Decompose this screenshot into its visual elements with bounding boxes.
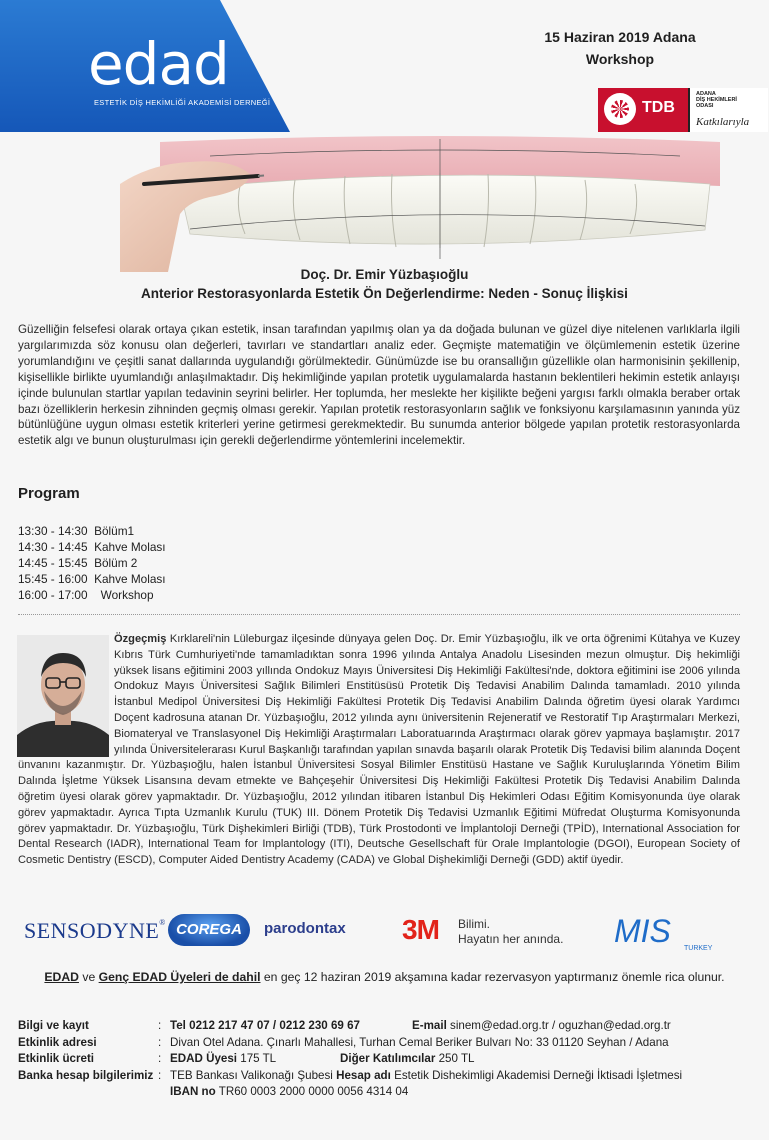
mis-logo (612, 912, 728, 952)
fee-other (340, 1051, 475, 1068)
email-value[interactable]: sinem@edad.org.tr / oguzhan@edad.org.tr (450, 1019, 671, 1032)
parodontax-logo: parodontax (264, 920, 346, 937)
email-label: E-mail (412, 1019, 447, 1032)
program-time: 13:30 - 14:30 (18, 524, 88, 538)
fee-other-label: Diğer Katılımcılar (340, 1052, 436, 1065)
trademark-icon: ® (159, 918, 166, 927)
program-row (18, 523, 166, 539)
notice-text: en geç 12 haziran 2019 akşamına kadar rezervasyon yaptırmanız önemle rica olunur. (260, 970, 725, 984)
program-row (18, 571, 166, 587)
address-value: Divan Otel Adana. Çınarlı Mahallesi, Turhan Cemal Beriker Bulvarı No: 33 01120 Seyhan / Adana (170, 1035, 669, 1049)
tdb-label: TDB (642, 99, 675, 116)
reservation-notice (0, 970, 769, 984)
tdb-small-line: ODASI (696, 103, 714, 109)
program-label: Kahve Molası (94, 572, 166, 586)
fee-member-label: EDAD Üyesi (170, 1052, 238, 1065)
tdb-emblem-icon (604, 93, 636, 125)
colon: : (158, 1068, 162, 1082)
bio-title: Özgeçmiş (114, 633, 167, 645)
address-label: Etkinlik adresi (18, 1035, 97, 1049)
iban-label: IBAN no (170, 1085, 216, 1098)
info-row-iban (18, 1084, 748, 1101)
bio-text: Kırklareli'nin Lüleburgaz ilçesinde dünyaya gelen Doç. Dr. Emir Yüzbaşıoğlu, ilk ve orta öğrenimi Kütahya ve Kuzey Kıbrıs Türk Cumhuriyeti'nde tamamladıktan sonra 1996 yılında Antalya Anadolu Lisesinden mezun olmuştur. Diş hekimliği yüksek lisans eğitimini 2003 yıllında Ondokuz Mayıs Üniversitesi Diş Hekimliği Fakültesi'nde, doktora eğitimini ise 2006 yılında Ondokuz Mayıs Üniversitesi Sağlık Bilimleri Enstitüsüsü Protetik Diş Tedavisi Anabilim Dalında tamamladı. 2010 yılında İstanbul Medipol Üniversitesi Diş Hekimliği Fakültesi Protetik Diş Tedavisi Anabilim Dalında öğretim üyesi olarak Yardımcı Doçent kadrosuna atanan Dr. Yüzbaşıoğlu, 2012 yılında aynı üniversitenin Rejeneratif ve Restoratif Tıp Araştırmaları Merkezi, Biomateryal ve Translasyonel Diş Hekimliği Araştırmaları Laboratuarında Araştırmacı olarak görev yapmaya başlamıştır. 2017 yılında Üniversitelerarası Kurul Başkanlığı tarafından yapılan sınavda başarılı olarak Protetik Diş Tedavisi bilim alanında Doçent ünvanını kazanmıştır. Dr. Yüzbaşıoğlu, halen İstanbul Üniversitesi Sosyal Bilimler Enstitüsü Hastane ve Sağlık Kuruluşlarında Yönetim Bilim Dalında İşletme Yüksek Lisansına devam etmekte ve Bahçeşehir Üniversitesi Diş Hekimliği Fakültesi Protetik Diş Tedavisi Anabilim Dalında öğretim üyesi olarak görev yapmaktadır. Dr. Yüzbaşıoğlu, 2012 yılından itibaren İstanbul Diş Hekimleri Odası Eğitim Komisyonunda üye olarak görev yapmaktadır. Ayrıca Tıpta Uzmanlık Kurulu (TUK) III. Dönem Protetik Diş Tedavisi Uzmanlık Eğitimi Müfredat Oluşturma Komisyonunda görev yapmaktadır. Dr. Yüzbaşıoğlu, Türk Dişhekimleri Birliği (TDB), Türk Prostodonti ve İmplantoloji Derneği (TPİD), International Association for Dental Research (IADR), International Team for Implantology (ITI), Deutsche Gesellschaft für Orale Implantologie (DGOI), European Society of Cosmetic Dentistry (ESCD), Computer Aided Dentistry Academy (CADA) ve Global Dişhekimliği Derneği (GDD) aktif üyedir. (18, 633, 740, 867)
program-time: 14:45 - 15:45 (18, 556, 88, 570)
program-label: Workshop (100, 588, 154, 602)
program-time: 14:30 - 14:45 (18, 540, 88, 554)
iban (170, 1084, 408, 1101)
tdb-small-line: DİŞ HEKİMLERİ (696, 97, 737, 103)
program-label: Kahve Molası (94, 540, 166, 554)
edad-logo-subtitle: ESTETİK DİŞ HEKİMLİĞİ AKADEMİSİ DERNEĞİ (94, 98, 271, 107)
mis-logo-text: MIS (614, 913, 671, 949)
mis-turkey-text: TURKEY (684, 945, 713, 952)
section-divider (18, 614, 740, 615)
program-row (18, 555, 166, 571)
contact-label: Bilgi ve kayıt (18, 1019, 89, 1032)
event-title (500, 26, 740, 70)
abstract-paragraph: Güzelliğin felsefesi olarak ortaya çıkan estetik, insan tarafından yapılmış olan ya da doğada bulunan ve güzel diye nitelenen varlıklarla ilgili yargılarımızda söz konusu olan değerleri, tavırları ve standartları analiz eder. Geçmişte matematiğin ve ölçümlemenin estetik üzerine yorumlandığını ve çeşitli sanat dallarında uygulandığı görülmektedir. Günümüzde ise bu oransallığın güzellikle olan harmonisinin şekillenip, kişisellikle birlikte uyumlandığı anlaşılmaktadır. Diş hekimliğinde yapılan protetik uygulamalarda hastanın beklentileri hekimin estetik anlayışı içinde bulunulan startlar yapılan tedavinin seyrini belirler. Her toplumda, her meslekte her kişilikte beğeni yargısı farklı olmakla beraber ortak bazı özelliklerin herkesin zihninden geçmiş olması gerekir. Yapılan protetik restorasyonların sağlık ve fonksiyonu karşılamasının yanında yüz bütünlüğüne uygun olması estetik kriterleri yerine getirmesi gerekmektedir. Bu sunumda anterior bölgede yapılan protetik restorasyonlarda estetik algı ve bunun oluşturulması için gerekli değerlendirme yöntemlerini incelemektir. (18, 323, 740, 448)
bio-section (18, 632, 740, 869)
contact-tel (170, 1018, 360, 1035)
tdb-small-text (696, 91, 737, 109)
talk-title: Anterior Restorasyonlarda Estetik Ön Değerlendirme: Neden - Sonuç İlişkisi (141, 286, 628, 301)
fee-member-value: 175 TL (240, 1052, 277, 1065)
info-row-contact (18, 1018, 748, 1035)
bank-label: Banka hesap bilgilerimiz (18, 1068, 154, 1082)
program-label: Bölüm 2 (94, 556, 138, 570)
3m-slogan (458, 917, 563, 947)
tdb-small-line: ADANA (696, 91, 716, 97)
account-label: Hesap adı (336, 1068, 391, 1082)
program-time: 15:45 - 16:00 (18, 572, 88, 586)
info-table (18, 1018, 748, 1101)
colon: : (158, 1035, 162, 1049)
contact-email (412, 1018, 671, 1035)
tdb-red-block (598, 88, 688, 132)
program-heading: Program (18, 485, 80, 502)
speaker-block (0, 265, 769, 303)
sensodyne-logo (24, 918, 166, 944)
info-row-fee (18, 1051, 748, 1068)
tdb-right-panel (688, 88, 768, 132)
program-row (18, 539, 166, 555)
account-value: Estetik Dishekimligi Akademisi Derneği İktisadi İşletmesi (394, 1068, 683, 1082)
info-row-address (18, 1035, 748, 1052)
event-date-city: 15 Haziran 2019 Adana (544, 29, 696, 45)
program-list (18, 523, 166, 603)
event-type: Workshop (585, 51, 655, 67)
colon: : (158, 1052, 162, 1065)
iban-value: TR60 0003 2000 0000 0056 4314 04 (218, 1085, 409, 1098)
notice-edad: EDAD (44, 970, 79, 984)
fee-other-value: 250 TL (438, 1052, 475, 1065)
bank-details (170, 1068, 682, 1085)
3m-slogan-line: Bilimi. (458, 917, 490, 931)
edad-logo: edad (88, 30, 229, 98)
tdb-katkilariyla: Katkılarıyla (696, 116, 750, 128)
colon: : (158, 1019, 162, 1032)
corega-logo: COREGA (168, 914, 250, 946)
bank-value: TEB Bankası Valikonağı Şubesi (170, 1068, 333, 1082)
program-label: Bölüm1 (94, 524, 135, 538)
tel-label: Tel (170, 1019, 186, 1032)
teeth-drawing-illustration (120, 134, 740, 272)
bio-photo-spacer (18, 632, 114, 758)
sponsor-logos (0, 908, 769, 958)
tdb-logo (598, 88, 766, 132)
3m-logo: 3M (402, 914, 439, 945)
program-time: 16:00 - 17:00 (18, 588, 88, 602)
tel-value: 0212 217 47 07 / 0212 230 69 67 (189, 1019, 360, 1032)
info-row-bank (18, 1068, 748, 1085)
speaker-name: Doç. Dr. Emir Yüzbaşıoğlu (300, 267, 469, 282)
fee-member (170, 1051, 276, 1068)
notice-and: ve (78, 970, 99, 984)
fee-label: Etkinlik ücreti (18, 1052, 95, 1065)
sensodyne-text: SENSODYNE (24, 918, 160, 943)
3m-slogan-line: Hayatın her anında. (458, 932, 564, 946)
program-row (18, 587, 166, 603)
notice-genc-edad: Genç EDAD Üyeleri de dahil (98, 970, 261, 984)
